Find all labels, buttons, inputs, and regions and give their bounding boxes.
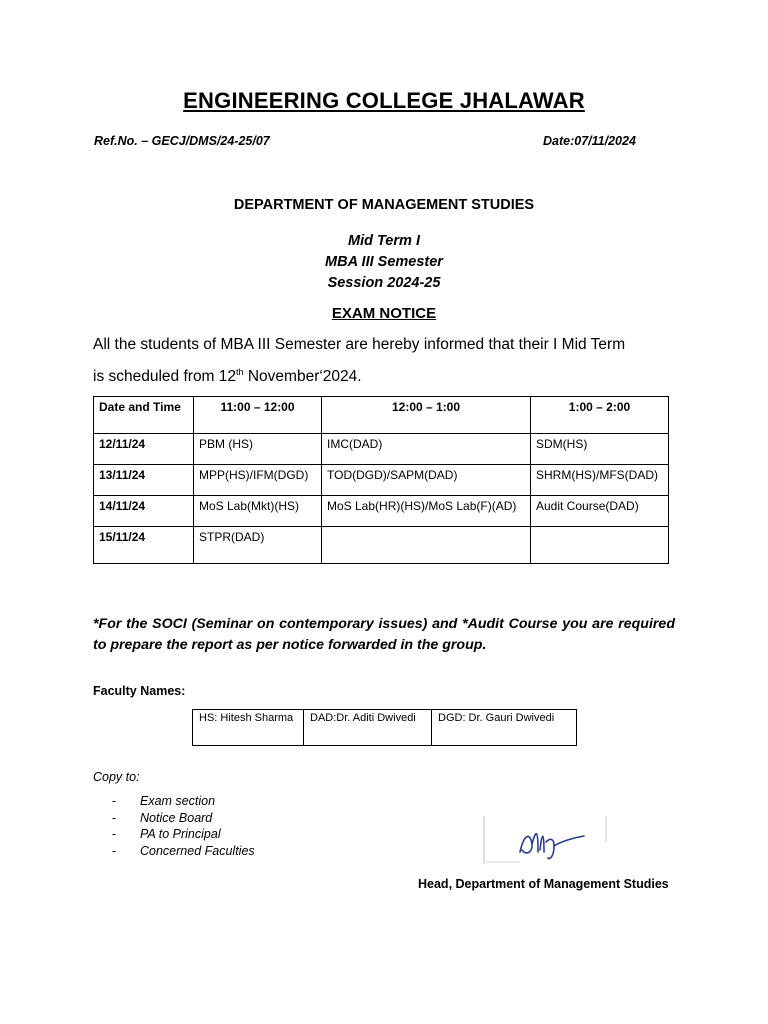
- list-item: - Exam section: [112, 794, 255, 811]
- exam-schedule-table: [93, 396, 669, 564]
- session-label: Session 2024-25: [327, 275, 441, 291]
- list-item: - Notice Board: [112, 811, 255, 828]
- row-date: 12/11/24: [94, 434, 194, 465]
- signature-image: [480, 812, 610, 868]
- college-title: ENGINEERING COLLEGE JHALAWAR: [183, 88, 585, 113]
- faculty-row: [193, 710, 577, 746]
- notice-title: EXAM NOTICE: [331, 305, 437, 322]
- row-date: 15/11/24: [94, 527, 194, 564]
- intro-line-2-start: is scheduled from 12: [93, 368, 237, 386]
- table-row: [94, 434, 669, 465]
- term-label: Mid Term I: [348, 233, 420, 249]
- row-slot-3: SDM(HS): [531, 434, 669, 465]
- intro-line-1: All the students of MBA III Semester are hereby informed that their I Mid Term: [93, 336, 626, 353]
- row-slot-2: IMC(DAD): [322, 434, 531, 465]
- reference-number: Ref.No. – GECJ/DMS/24-25/07: [94, 134, 270, 148]
- signatory-title: Head, Department of Management Studies: [418, 877, 669, 891]
- row-slot-1: STPR(DAD): [194, 527, 322, 564]
- copy-to-label: Copy to:: [93, 770, 140, 784]
- faculty-dad: DAD:Dr. Aditi Dwivedi: [304, 710, 432, 746]
- notice-date: Date:07/11/2024: [543, 134, 636, 148]
- department-name: DEPARTMENT OF MANAGEMENT STUDIES: [233, 197, 535, 213]
- row-slot-2: [322, 527, 531, 564]
- faculty-table: [192, 709, 577, 746]
- list-item: - PA to Principal: [112, 827, 255, 844]
- ordinal-suffix: th: [236, 367, 244, 377]
- row-slot-3: [531, 527, 669, 564]
- table-row: [94, 496, 669, 527]
- table-row: [94, 527, 669, 564]
- row-slot-2: MoS Lab(HR)(HS)/MoS Lab(F)(AD): [322, 496, 531, 527]
- row-date: 14/11/24: [94, 496, 194, 527]
- intro-line-2: [93, 367, 362, 386]
- copy-to-list: [112, 794, 255, 860]
- row-slot-1: MPP(HS)/IFM(DGD): [194, 465, 322, 496]
- row-slot-2: TOD(DGD)/SAPM(DAD): [322, 465, 531, 496]
- faculty-hs: HS: Hitesh Sharma: [193, 710, 304, 746]
- table-header-row: [94, 397, 669, 434]
- header-slot-1: 11:00 – 12:00: [194, 397, 322, 434]
- row-slot-1: MoS Lab(Mkt)(HS): [194, 496, 322, 527]
- report-footnote: *For the SOCI (Seminar on contemporary issues) and *Audit Course you are required to prepare the report as per notice forwarded in the group.: [93, 616, 675, 653]
- row-date: 13/11/24: [94, 465, 194, 496]
- header-date-time: Date and Time: [94, 397, 194, 434]
- header-slot-2: 12:00 – 1:00: [322, 397, 531, 434]
- intro-line-2-end: November‘2024.: [243, 368, 362, 386]
- faculty-label: Faculty Names:: [93, 684, 186, 698]
- row-slot-3: SHRM(HS)/MFS(DAD): [531, 465, 669, 496]
- list-item: - Concerned Faculties: [112, 844, 255, 861]
- table-row: [94, 465, 669, 496]
- row-slot-3: Audit Course(DAD): [531, 496, 669, 527]
- faculty-dgd: DGD: Dr. Gauri Dwivedi: [432, 710, 577, 746]
- row-slot-1: PBM (HS): [194, 434, 322, 465]
- header-slot-3: 1:00 – 2:00: [531, 397, 669, 434]
- semester-label: MBA III Semester: [325, 254, 443, 270]
